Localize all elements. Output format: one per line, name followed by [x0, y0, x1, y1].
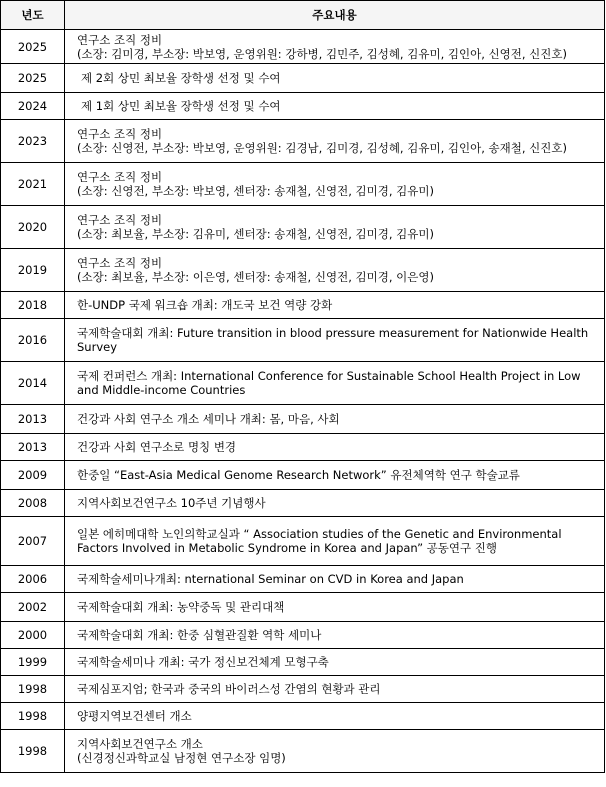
table-row — [1, 163, 605, 206]
content-cell — [65, 676, 605, 703]
year-cell: 2014 — [1, 362, 65, 405]
table-row — [1, 622, 605, 649]
content-line: 한-UNDP 국제 워크숍 개최: 개도국 보건 역량 강화 — [77, 298, 333, 312]
content-line: 국제학술대회 개최: 한중 심혈관질환 역학 세미나 — [77, 628, 322, 642]
content-line: (신경정신과학교실 남정현 연구소장 임명) — [77, 751, 286, 765]
content-line: 국제학술대회 개최: 농약중독 및 관리대책 — [77, 600, 285, 614]
content-cell — [65, 703, 605, 730]
content-cell — [65, 622, 605, 649]
table-row — [1, 566, 605, 593]
year-cell: 2025 — [1, 64, 65, 93]
table-row — [1, 319, 605, 362]
table-row — [1, 490, 605, 517]
content-line: 국제학술세미나 개최: 국가 정신보건체계 모형구축 — [77, 655, 329, 669]
table-row — [1, 649, 605, 676]
content-cell — [65, 206, 605, 249]
year-column-header: 년도 — [1, 1, 65, 30]
content-cell — [65, 566, 605, 593]
content-cell — [65, 649, 605, 676]
table-row — [1, 249, 605, 292]
table-row — [1, 703, 605, 730]
year-cell: 2002 — [1, 593, 65, 622]
content-line: 건강과 사회 연구소로 명칭 변경 — [77, 440, 237, 454]
year-cell: 2020 — [1, 206, 65, 249]
content-cell — [65, 30, 605, 64]
content-line: 양평지역보건센터 개소 — [77, 709, 192, 723]
content-line: (소장: 최보율, 부소장: 이은영, 센터장: 송재철, 신영전, 김미경, 이은영) — [77, 270, 434, 284]
table-row — [1, 292, 605, 319]
content-line: (소장: 신영전, 부소장: 박보영, 센터장: 송재철, 신영전, 김미경, 김유미) — [77, 184, 434, 198]
content-cell — [65, 593, 605, 622]
table-row — [1, 517, 605, 566]
content-line: 국제심포지엄; 한국과 중국의 바이러스성 간염의 현황과 관리 — [77, 682, 381, 696]
year-cell: 2006 — [1, 566, 65, 593]
content-line: 연구소 조직 정비 — [77, 32, 163, 47]
year-cell: 2000 — [1, 622, 65, 649]
content-line: 연구소 조직 정비 — [77, 170, 163, 184]
content-line: 지역사회보건연구소 10주년 기념행사 — [77, 496, 266, 510]
table-row — [1, 362, 605, 405]
year-cell: 2008 — [1, 490, 65, 517]
content-line: 한중일 “East-Asia Medical Genome Research Network” 유전체역학 연구 학술교류 — [77, 468, 520, 482]
content-cell — [65, 730, 605, 773]
content-line: (소장: 최보율, 부소장: 김유미, 센터장: 송재철, 신영전, 김미경, 김유미) — [77, 227, 434, 241]
table-row — [1, 405, 605, 434]
table-row — [1, 30, 605, 64]
year-cell: 2009 — [1, 461, 65, 490]
content-line: 국제학술세미나개최: nternational Seminar on CVD in Korea and Japan — [77, 572, 464, 586]
table-body — [1, 30, 605, 773]
table-header-row — [1, 1, 605, 30]
content-line: 건강과 사회 연구소 개소 세미나 개최: 몸, 마음, 사회 — [77, 412, 340, 426]
year-cell: 1998 — [1, 730, 65, 773]
year-cell: 1999 — [1, 649, 65, 676]
content-cell — [65, 319, 605, 362]
content-cell — [65, 461, 605, 490]
content-cell — [65, 362, 605, 405]
content-cell — [65, 120, 605, 163]
content-cell — [65, 517, 605, 566]
year-cell: 2018 — [1, 292, 65, 319]
content-cell — [65, 434, 605, 461]
year-cell: 2013 — [1, 405, 65, 434]
content-cell — [65, 93, 605, 120]
content-cell — [65, 249, 605, 292]
content-cell — [65, 490, 605, 517]
year-cell: 2025 — [1, 30, 65, 64]
table-row — [1, 64, 605, 93]
table-row — [1, 461, 605, 490]
content-line: 국제학술대회 개최: Future transition in blood pressure measurement for Nationwide Health Survey — [77, 326, 589, 354]
content-line: 국제 컨퍼런스 개최: International Conference for Sustainable School Health Project in Low and Middle-income Countries — [77, 369, 581, 397]
table-row — [1, 434, 605, 461]
year-cell: 1998 — [1, 703, 65, 730]
content-line: 지역사회보건연구소 개소 — [77, 737, 203, 751]
content-line: 연구소 조직 정비 — [77, 127, 163, 141]
year-cell: 1998 — [1, 676, 65, 703]
content-line: 제 1회 상민 최보율 장학생 선정 및 수여 — [81, 99, 281, 113]
year-cell: 2024 — [1, 93, 65, 120]
year-cell: 2023 — [1, 120, 65, 163]
year-cell: 2013 — [1, 434, 65, 461]
content-cell — [65, 292, 605, 319]
content-line: 연구소 조직 정비 — [77, 256, 163, 270]
content-line: (소장: 신영전, 부소장: 박보영, 운영위원: 김경남, 김미경, 김성혜, 김유미, 김인아, 송재철, 신진호) — [77, 141, 567, 155]
content-line: 일본 에히메대학 노인의학교실과 “ Association studies of the Genetic and Environmental Factors Involved in Metabolic Syndrome in Korea and Japan” 공동연구 진행 — [77, 527, 562, 555]
table-row — [1, 676, 605, 703]
year-cell: 2019 — [1, 249, 65, 292]
table-row — [1, 593, 605, 622]
table-row — [1, 730, 605, 773]
content-line: (소장: 김미경, 부소장: 박보영, 운영위원: 강하병, 김민주, 김성혜, 김유미, 김인아, 신영전, 신진호) — [77, 46, 567, 61]
year-cell: 2016 — [1, 319, 65, 362]
year-cell: 2007 — [1, 517, 65, 566]
table-row — [1, 93, 605, 120]
content-line: 연구소 조직 정비 — [77, 213, 163, 227]
table-row — [1, 206, 605, 249]
table-row — [1, 120, 605, 163]
year-cell: 2021 — [1, 163, 65, 206]
content-cell — [65, 163, 605, 206]
content-line: 제 2회 상민 최보율 장학생 선정 및 수여 — [81, 71, 281, 85]
content-cell — [65, 64, 605, 93]
content-cell — [65, 405, 605, 434]
content-column-header: 주요내용 — [65, 1, 605, 30]
